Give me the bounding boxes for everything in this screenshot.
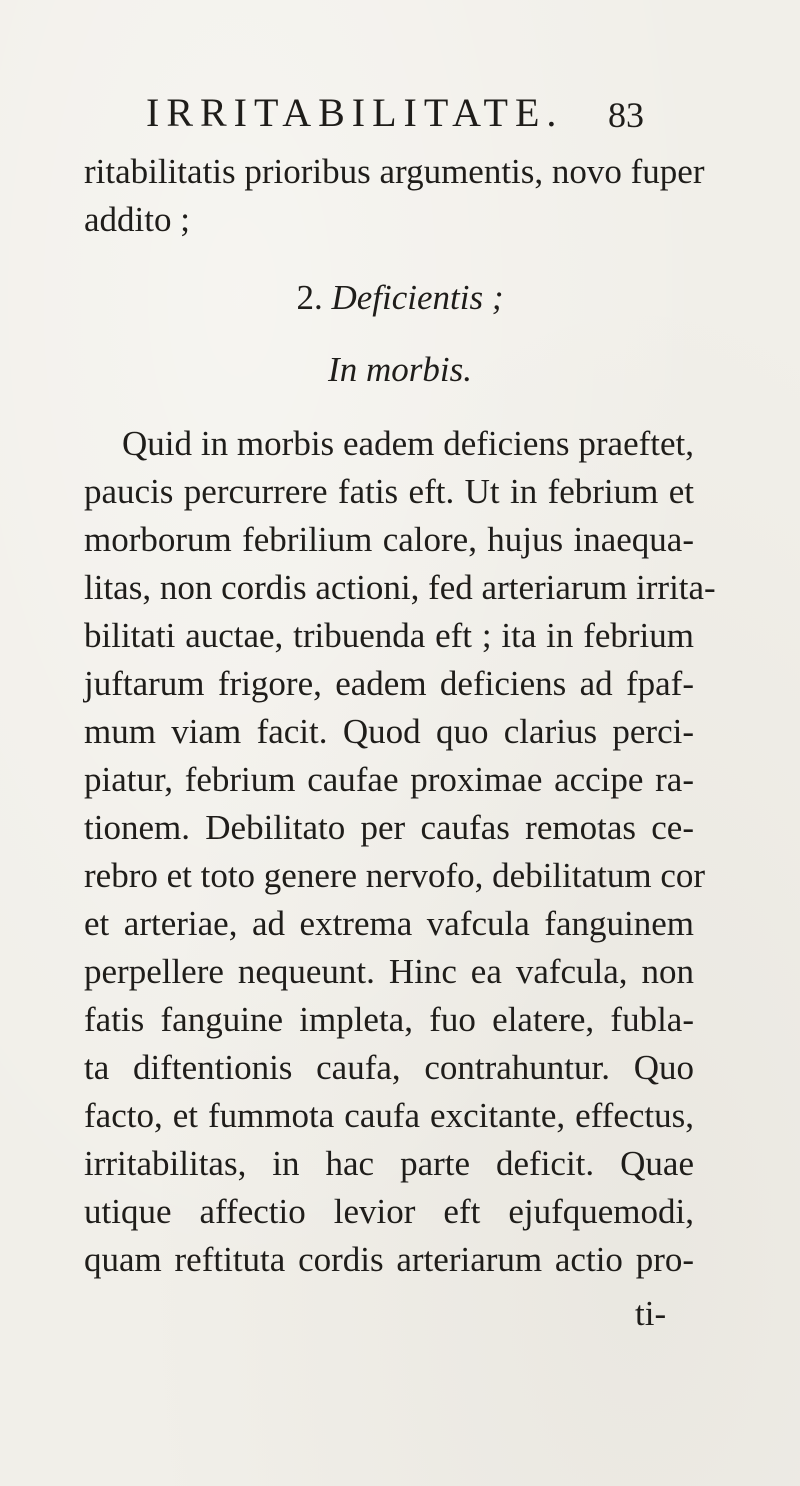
page-number: 83 — [608, 95, 644, 135]
paragraph-line: et arteriae, ad extrema vafcula fanguinem — [84, 904, 694, 943]
paragraph-line: tionem. Debilitato per caufas remotas ce- — [84, 808, 694, 847]
paragraph-line: morborum febrilium calore, hujus inaequa- — [84, 520, 694, 559]
paragraph-line: Quid in morbis eadem deficiens praeftet, — [122, 424, 694, 463]
section-subtitle: In morbis. — [328, 350, 472, 389]
paragraph-line: piatur, febrium caufae proximae accipe ra- — [84, 760, 694, 799]
section-title: Deficientis ; — [331, 278, 504, 317]
paragraph-line: juftarum frigore, eadem deficiens ad fpaf- — [84, 664, 694, 703]
paragraph-line: litas, non cordis actioni, fed arteriarum irrita- — [84, 568, 716, 607]
paragraph-line: fatis fanguine impleta, fuo elatere, fubla- — [84, 1000, 694, 1039]
section-number: 2. — [296, 278, 323, 317]
opening-line-2: addito ; — [84, 200, 190, 239]
catchword: ti- — [635, 1294, 667, 1333]
opening-line-1: ritabilitatis prioribus argumentis, novo fuper — [84, 152, 705, 191]
paragraph-line: perpellere nequeunt. Hinc ea vafcula, non — [84, 952, 694, 991]
paragraph-line: ta diftentionis caufa, contrahuntur. Quo — [84, 1048, 694, 1087]
paragraph-line: bilitati auctae, tribuenda eft ; ita in febrium — [84, 616, 694, 655]
paragraph-line: irritabilitas, in hac parte deficit. Quae — [84, 1144, 694, 1183]
paragraph-line: facto, et fummota caufa excitante, effectus, — [84, 1096, 694, 1135]
paragraph-line: rebro et toto genere nervofo, debilitatum cor — [84, 856, 706, 895]
running-title: IRRITABILITATE. — [146, 90, 564, 135]
section-heading — [0, 274, 800, 322]
paragraph-line: quam reftituta cordis arteriarum actio pro- — [84, 1240, 694, 1279]
paragraph-line: mum viam facit. Quod quo clarius perci- — [84, 712, 694, 751]
paragraph-line: paucis percurrere fatis eft. Ut in febrium et — [84, 472, 694, 511]
paragraph-line: utique affectio levior eft ejufquemodi, — [84, 1192, 694, 1231]
